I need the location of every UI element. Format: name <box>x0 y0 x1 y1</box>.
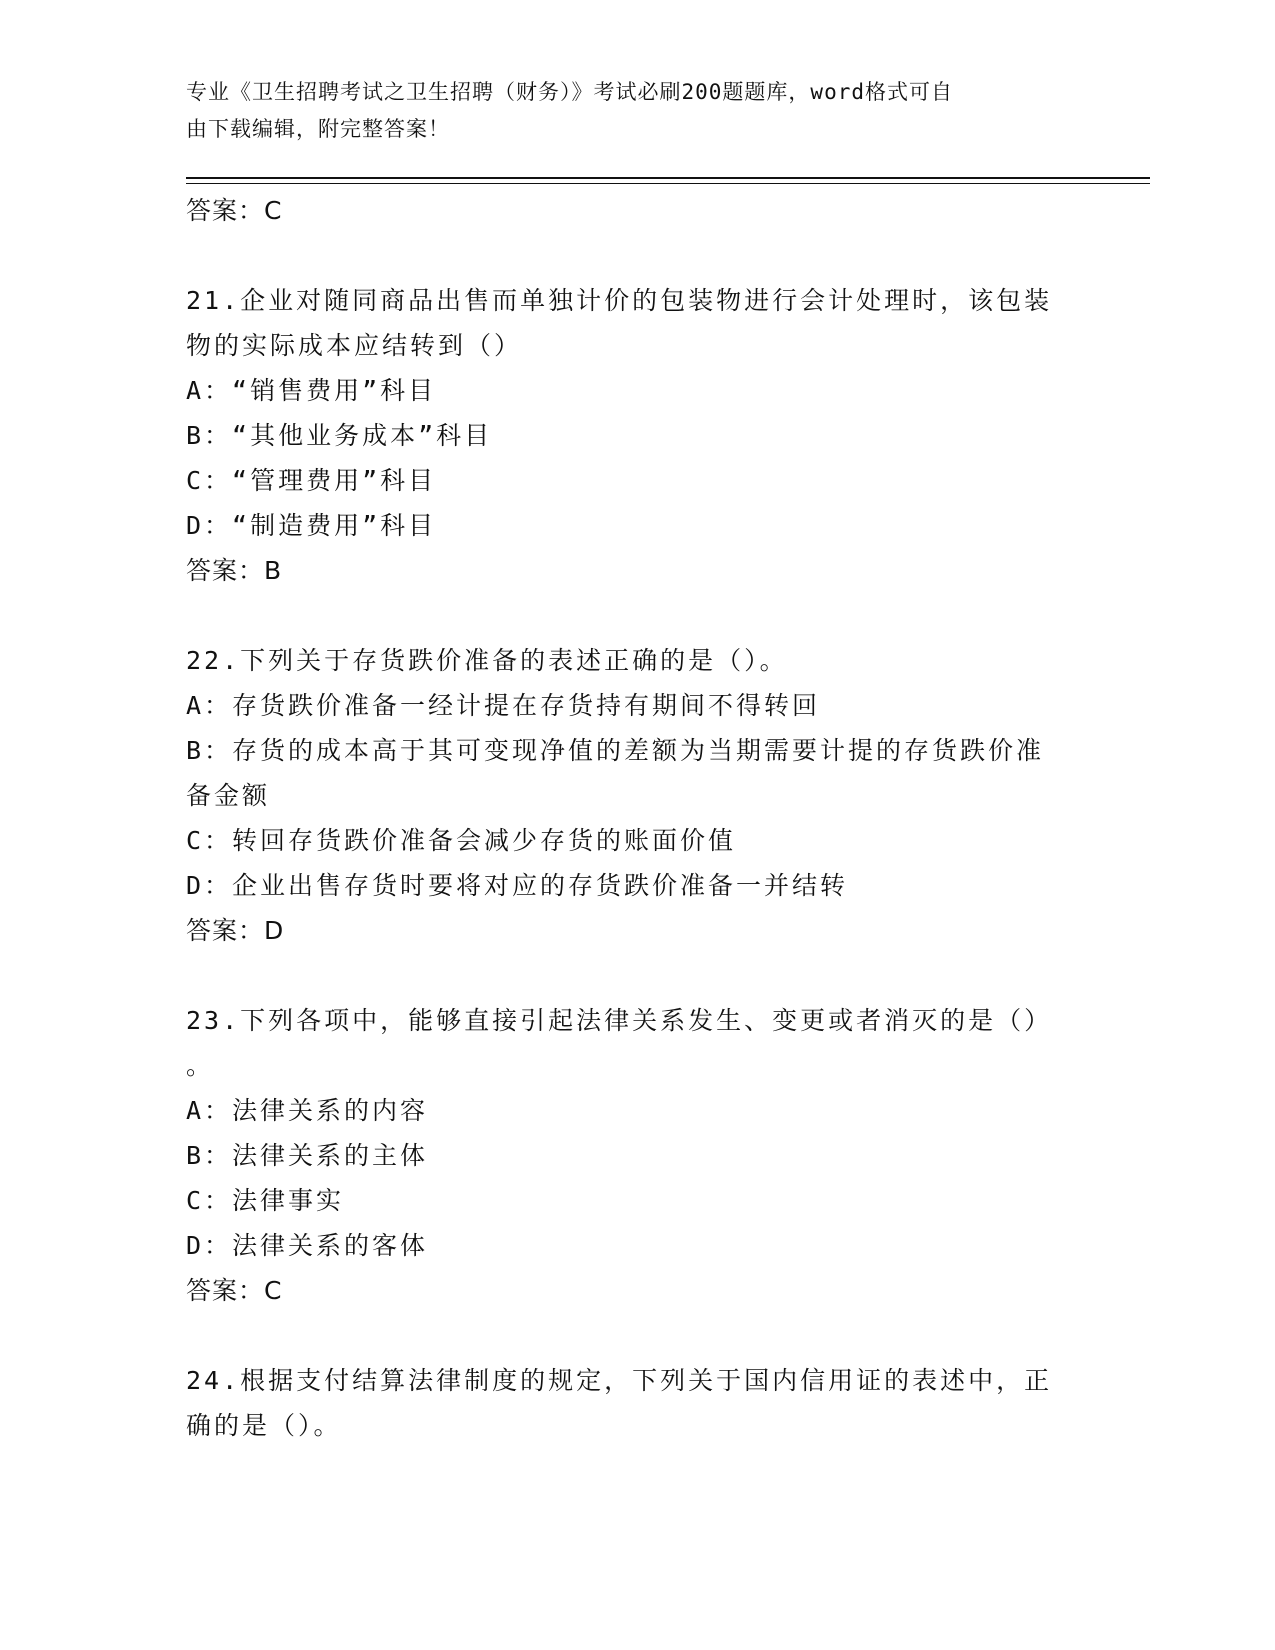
option-c: C：转回存货跌价准备会减少存货的账面价值 <box>186 826 737 855</box>
spacer <box>186 593 1086 638</box>
question-stem: 。 <box>186 1051 215 1080</box>
option-c: C：“管理费用”科目 <box>186 466 437 495</box>
spacer <box>186 233 1086 278</box>
question-stem: 物的实际成本应结转到（） <box>186 331 523 360</box>
spacer <box>186 1313 1086 1358</box>
option-b: B：“其他业务成本”科目 <box>186 421 493 450</box>
header-rule-thick <box>186 177 1150 179</box>
option-b: 备金额 <box>186 781 271 810</box>
question-stem: 21.企业对随同商品出售而单独计价的包装物进行会计处理时，该包装 <box>186 286 1053 315</box>
question-23 <box>186 998 1086 1313</box>
question-list <box>186 188 1086 1448</box>
option-d: D：法律关系的客体 <box>186 1231 429 1260</box>
option-c: C：法律事实 <box>186 1186 345 1215</box>
document-header <box>186 74 1066 148</box>
option-a: A：法律关系的内容 <box>186 1096 429 1125</box>
question-22 <box>186 638 1086 953</box>
question-21 <box>186 278 1086 593</box>
option-a: A：“销售费用”科目 <box>186 376 437 405</box>
option-d: D：企业出售存货时要将对应的存货跌价准备一并结转 <box>186 871 849 900</box>
question-stem: 确的是（）。 <box>186 1411 342 1440</box>
question-stem: 23.下列各项中，能够直接引起法律关系发生、变更或者消灭的是（） <box>186 1006 1053 1035</box>
option-b: B：存货的成本高于其可变现净值的差额为当期需要计提的存货跌价准 <box>186 736 1045 765</box>
question-24 <box>186 1358 1086 1448</box>
header-line-1: 专业《卫生招聘考试之卫生招聘（财务）》考试必刷200题题库，word格式可自 <box>186 80 953 104</box>
option-b: B：法律关系的主体 <box>186 1141 429 1170</box>
answer-line: 答案：D <box>186 916 285 945</box>
header-rule-thin <box>186 183 1150 184</box>
question-stem: 24.根据支付结算法律制度的规定，下列关于国内信用证的表述中，正 <box>186 1366 1053 1395</box>
answer-line: 答案：B <box>186 556 283 585</box>
option-d: D：“制造费用”科目 <box>186 511 437 540</box>
question-stem: 22.下列关于存货跌价准备的表述正确的是（）。 <box>186 646 788 675</box>
option-a: A：存货跌价准备一经计提在存货持有期间不得转回 <box>186 691 821 720</box>
answer-line: 答案：C <box>186 196 283 225</box>
spacer <box>186 953 1086 998</box>
answer-line: 答案：C <box>186 1276 283 1305</box>
header-line-2: 由下载编辑，附完整答案！ <box>186 117 450 141</box>
